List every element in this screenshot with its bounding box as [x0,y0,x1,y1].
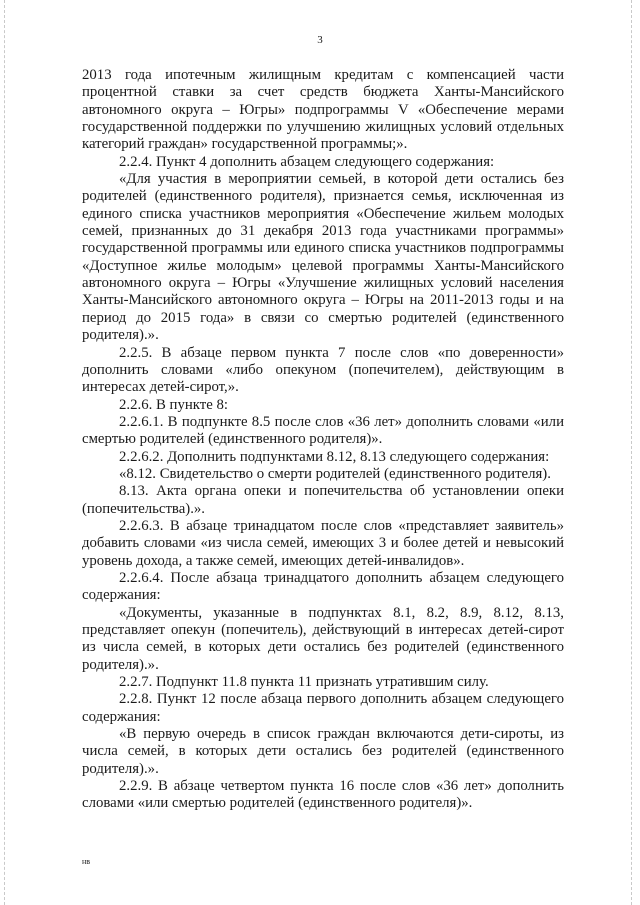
scan-edge-right [631,0,632,905]
page-number: 3 [317,34,323,46]
paragraph-2-2-6-2: 2.2.6.2. Дополнить подпунктами 8.12, 8.13 следующего содержания: [119,448,550,465]
paragraph-2-2-6-4-quote: «Документы, указанные в подпунктах 8.1, 8.2, 8.9, 8.12, 8.13, представляет опекун (попечитель), действующий в интересах детей-сирот из числа семей, в которых дети остались без родителей (единственного родителя).». [82,604,564,673]
paragraph-2-2-6-3: 2.2.6.3. В абзаце тринадцатом после слов «представляет заявитель» добавить словами «из числа семей, имеющих 3 и более детей и невысокий уровень дохода, а также семей, имеющих детей-инвалидов». [82,517,564,569]
paragraph-2-2-9: 2.2.9. В абзаце четвертом пункта 16 после слов «36 лет» дополнить словами «или смертью родителей (единственного родителя)». [82,778,564,812]
paragraph-2-2-6-4: 2.2.6.4. После абзаца тринадцатого дополнить абзацем следующего содержания: [82,569,564,604]
paragraph-2-2-7: 2.2.7. Подпункт 11.8 пункта 11 признать утратившим силу. [119,674,489,691]
paragraph-2-2-8-quote: «В первую очередь в список граждан включаются дети-сироты, из числа семей, в которых дети остались без родителей (единственного родителя).». [82,726,564,777]
footer-mark: нв [82,857,91,866]
paragraph-2-2-4-quote: «Для участия в мероприятии семьей, в которой дети остались без родителей (единственного родителя), признается семья, исключенная из единого списка участников мероприятия «Обеспечение жильем молодых семей, признанных до 31 декабря 2013 года участниками программы» государственной программы или единого списка участников подпрограммы «Доступное жилье молодым» целевой программы Ханты-Мансийского автономного округа – Югры «Улучшение жилищных условий населения Ханты-Мансийского автономного округа – Югры на 2011-2013 годы и на период до 2015 года» в связи со смертью родителей (единственного родителя).». [82,171,564,344]
paragraph-2-2-5: 2.2.5. В абзаце первом пункта 7 после слов «по доверенности» дополнить словами «либо опекуном (попечителем), действующим в интересах детей-сирот,». [82,344,564,396]
paragraph-8-12: «8.12. Свидетельство о смерти родителей (единственного родителя). [119,465,551,482]
scan-edge-left [4,0,5,905]
document-body [82,67,564,813]
paragraph-2-2-4: 2.2.4. Пункт 4 дополнить абзацем следующего содержания: [119,153,495,170]
paragraph-2-2-6: 2.2.6. В пункте 8: [119,396,229,413]
paragraph-2-2-8: 2.2.8. Пункт 12 после абзаца первого дополнить абзацем следующего содержания: [82,691,564,725]
paragraph-continuation: 2013 года ипотечным жилищным кредитам с компенсацией части процентной ставки за счет средств бюджета Ханты-Мансийского автономного округа – Югры» подпрограммы V «Обеспечение мерами государственной поддержки по улучшению жилищных условий отдельных категорий граждан» государственной программы;». [82,67,564,153]
paragraph-8-13: 8.13. Акта органа опеки и попечительства об установлении опеки (попечительства).». [82,483,564,517]
paragraph-2-2-6-1: 2.2.6.1. В подпункте 8.5 после слов «36 лет» дополнить словами «или смертью родителей (единственного родителя)». [82,413,564,448]
